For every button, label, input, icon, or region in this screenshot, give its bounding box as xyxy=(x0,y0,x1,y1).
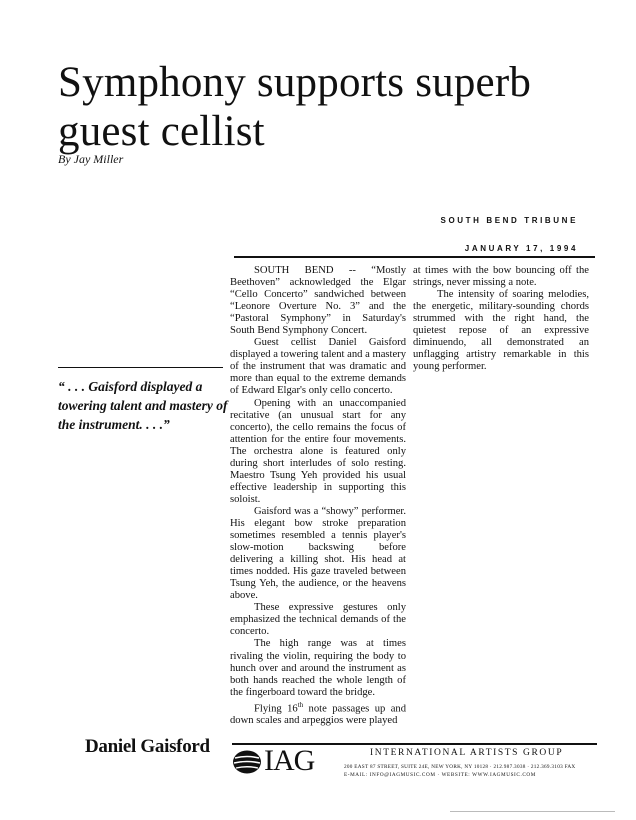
article-column-1 xyxy=(230,265,406,727)
agency-address: 200 EAST 87 STREET, SUITE 24E, NEW YORK, NY 10128 · 212.987.3038 · 212.369.3103 FAX xyxy=(344,764,576,770)
headline: Symphony supports superb guest cellist xyxy=(58,59,532,155)
paragraph: Gaisford was a “showy” performer. His elegant bow stroke preparation sometimes resembled a tennis player's slow-motion backswing before delivering a killing shot. His head at times nodded. His gaze traveled between Tsung Yeh, the audience, or the heavens above. xyxy=(230,505,406,602)
paragraph: at times with the bow bouncing off the strings, never missing a note. xyxy=(413,265,589,289)
logo-text: IAG xyxy=(264,744,315,777)
globe-icon xyxy=(232,750,262,774)
agency-contact: E-MAIL: INFO@IAGMUSIC.COM · WEBSITE: WWW.IAGMUSIC.COM xyxy=(344,772,536,778)
article-column-2 xyxy=(413,265,589,373)
byline: By Jay Miller xyxy=(58,152,124,166)
source-publication: SOUTH BEND TRIBUNE xyxy=(440,216,578,225)
paragraph xyxy=(230,699,406,728)
paragraph: The intensity of soaring melodies, the energetic, military-sounding chords strummed with the right hand, the quietest repose of an expressive diminuendo, all demonstrated an unflagging artistry remarkable in this young performer. xyxy=(413,289,589,373)
pullquote: “ . . . Gaisford displayed a towering talent and mastery of the instrument. . . .” xyxy=(58,379,228,432)
superscript: th xyxy=(297,700,304,709)
agency-name: INTERNATIONAL ARTISTS GROUP xyxy=(370,748,564,758)
top-rule xyxy=(234,256,595,258)
paragraph: These expressive gestures only emphasized the technical demands of the concerto. xyxy=(230,602,406,638)
publication-date: JANUARY 17, 1994 xyxy=(464,244,578,253)
paragraph: The high range was at times rivaling the violin, requiring the body to hunch over and around the instrument as both hands reached the whole length of the fingerboard toward the bridge. xyxy=(230,638,406,698)
text-run: note passages up and down scales and arpeggios were played xyxy=(230,703,406,727)
paragraph: Opening with an unaccompanied recitative (an unusual start for any concerto), the cello remains the focus of attention for the entire four movements. The orchestra alone is featured only during short interludes of solo resting. Maestro Tsung Yeh provided his usual effective leadership in supporting this soloist. xyxy=(230,397,406,505)
paragraph: SOUTH BEND -- “Mostly Beethoven” acknowledged the Elgar “Cello Concerto” sandwiched between “Leonore Overture No. 3” and the “Pastoral Symphony” in Saturday's South Bend Symphony Concert. xyxy=(230,265,406,337)
pullquote-rule xyxy=(58,367,223,368)
text-run: Flying 16 xyxy=(254,703,298,715)
iag-logo xyxy=(232,746,340,776)
bottom-edge-mark xyxy=(450,811,615,812)
artist-name: Daniel Gaisford xyxy=(85,736,210,757)
paragraph: Guest cellist Daniel Gaisford displayed a towering talent and a mastery of the instrument that was dramatic and more than equal to the extreme demands of Edward Elgar's only cello concerto. xyxy=(230,337,406,397)
